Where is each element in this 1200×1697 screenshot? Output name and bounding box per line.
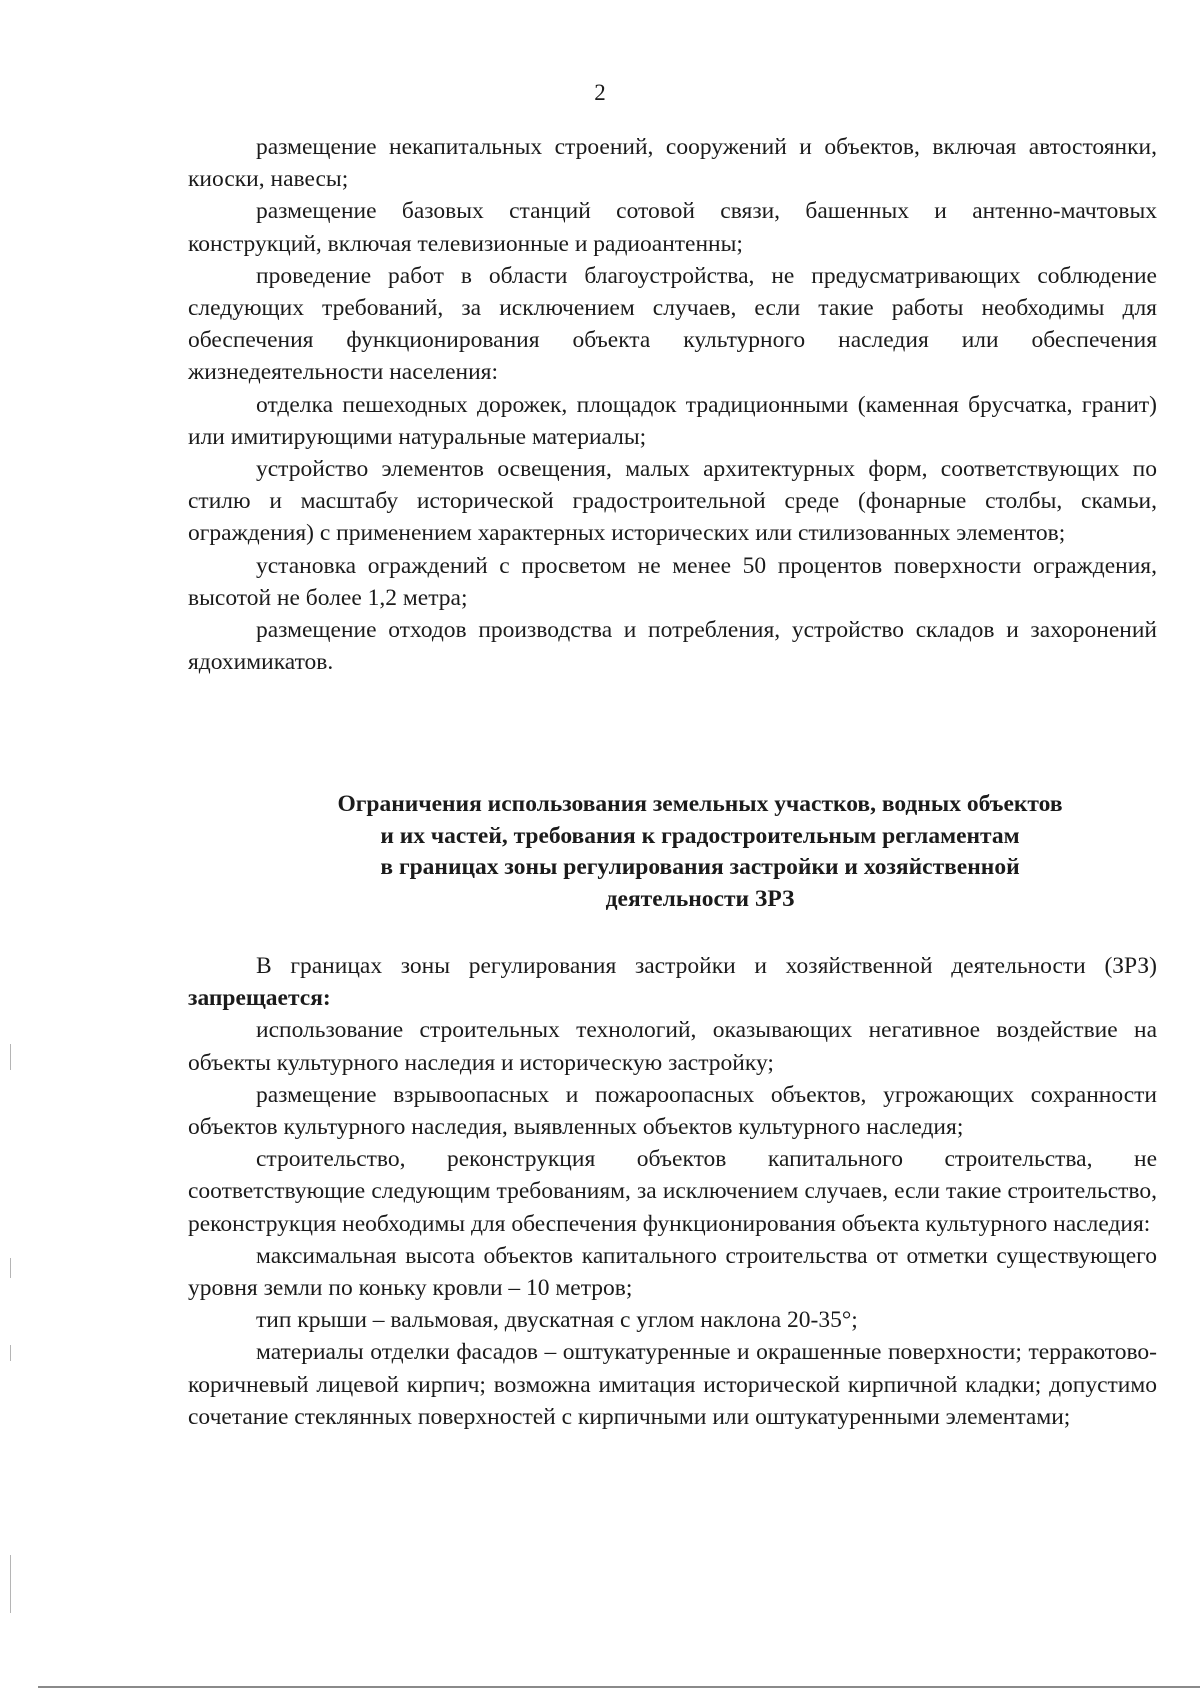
intro-paragraph	[188, 950, 1157, 1014]
heading-line: в границах зоны регулирования застройки и хозяйственной	[380, 854, 1020, 880]
scan-edge-mark	[10, 1345, 11, 1361]
intro-emphasis: запрещается:	[188, 985, 331, 1012]
scan-edge-mark	[10, 1258, 11, 1278]
paragraph: размещение базовых станций сотовой связи, башенных и антенно-мачтовых конструкций, включая телевизионные и радиоантенны;	[188, 198, 1157, 257]
paragraph: материалы отделки фасадов – оштукатуренные и окрашенные поверхности; терракотово-коричневый лицевой кирпич; возможна имитация исторической кирпичной кладки; допустимо сочетание стеклянных поверхностей с кирпичными или оштукатуренными элементами;	[188, 1339, 1157, 1430]
scan-edge-mark	[10, 1555, 11, 1613]
top-paragraph-list	[188, 131, 1157, 678]
paragraph: установка ограждений с просветом не менее 50 процентов поверхности ограждения, высотой не более 1,2 метра;	[188, 552, 1157, 611]
paragraph: размещение некапитальных строений, сооружений и объектов, включая автостоянки, киоски, навесы;	[188, 134, 1157, 193]
paragraph: тип крыши – вальмовая, двускатная с углом наклона 20-35°;	[256, 1307, 858, 1334]
heading-line: Ограничения использования земельных участков, водных объектов	[337, 791, 1063, 817]
intro-text: В границах зоны регулирования застройки и хозяйственной деятельности (ЗРЗ)	[256, 953, 1157, 979]
scan-edge-mark	[10, 1044, 11, 1070]
paragraph: устройство элементов освещения, малых архитектурных форм, соответствующих по стилю и масштабу исторической градостроительной среде (фонарные столбы, скамьи, ограждения) с применением характерных исторических или стилизованных элементов;	[188, 456, 1157, 547]
paragraph: отделка пешеходных дорожек, площадок традиционными (каменная брусчатка, гранит) или имитирующими натуральные материалы;	[188, 391, 1157, 450]
page-number: 2	[594, 80, 606, 105]
heading-line: деятельности ЗРЗ	[605, 885, 795, 912]
bottom-paragraph-list	[188, 950, 1157, 1433]
paragraph: строительство, реконструкция объектов капитального строительства, не соответствующие следующим требованиям, за исключением случаев, если такие строительство, реконструкция необходимы для обеспечения функционирования объекта культурного наследия:	[188, 1146, 1157, 1237]
heading-line: и их частей, требования к градостроительным регламентам	[380, 822, 1020, 849]
paragraph: размещение отходов производства и потребления, устройство складов и захоронений ядохимикатов.	[188, 617, 1157, 676]
paragraph: использование строительных технологий, оказывающих негативное воздействие на объекты культурного наследия и историческую застройку;	[188, 1017, 1157, 1076]
paragraph: размещение взрывоопасных и пожароопасных объектов, угрожающих сохранности объектов культурного наследия, выявленных объектов культурного наследия;	[188, 1081, 1157, 1141]
section-heading	[250, 789, 1150, 915]
paragraph: проведение работ в области благоустройства, не предусматривающих соблюдение следующих требований, за исключением случаев, если такие работы необходимы для обеспечения функционирования объекта культурного наследия или обеспечения жизнедеятельности населения:	[188, 262, 1157, 386]
paragraph: максимальная высота объектов капитального строительства от отметки существующего уровня земли по коньку кровли – 10 метров;	[188, 1242, 1157, 1302]
scan-bottom-rule	[38, 1686, 1200, 1688]
